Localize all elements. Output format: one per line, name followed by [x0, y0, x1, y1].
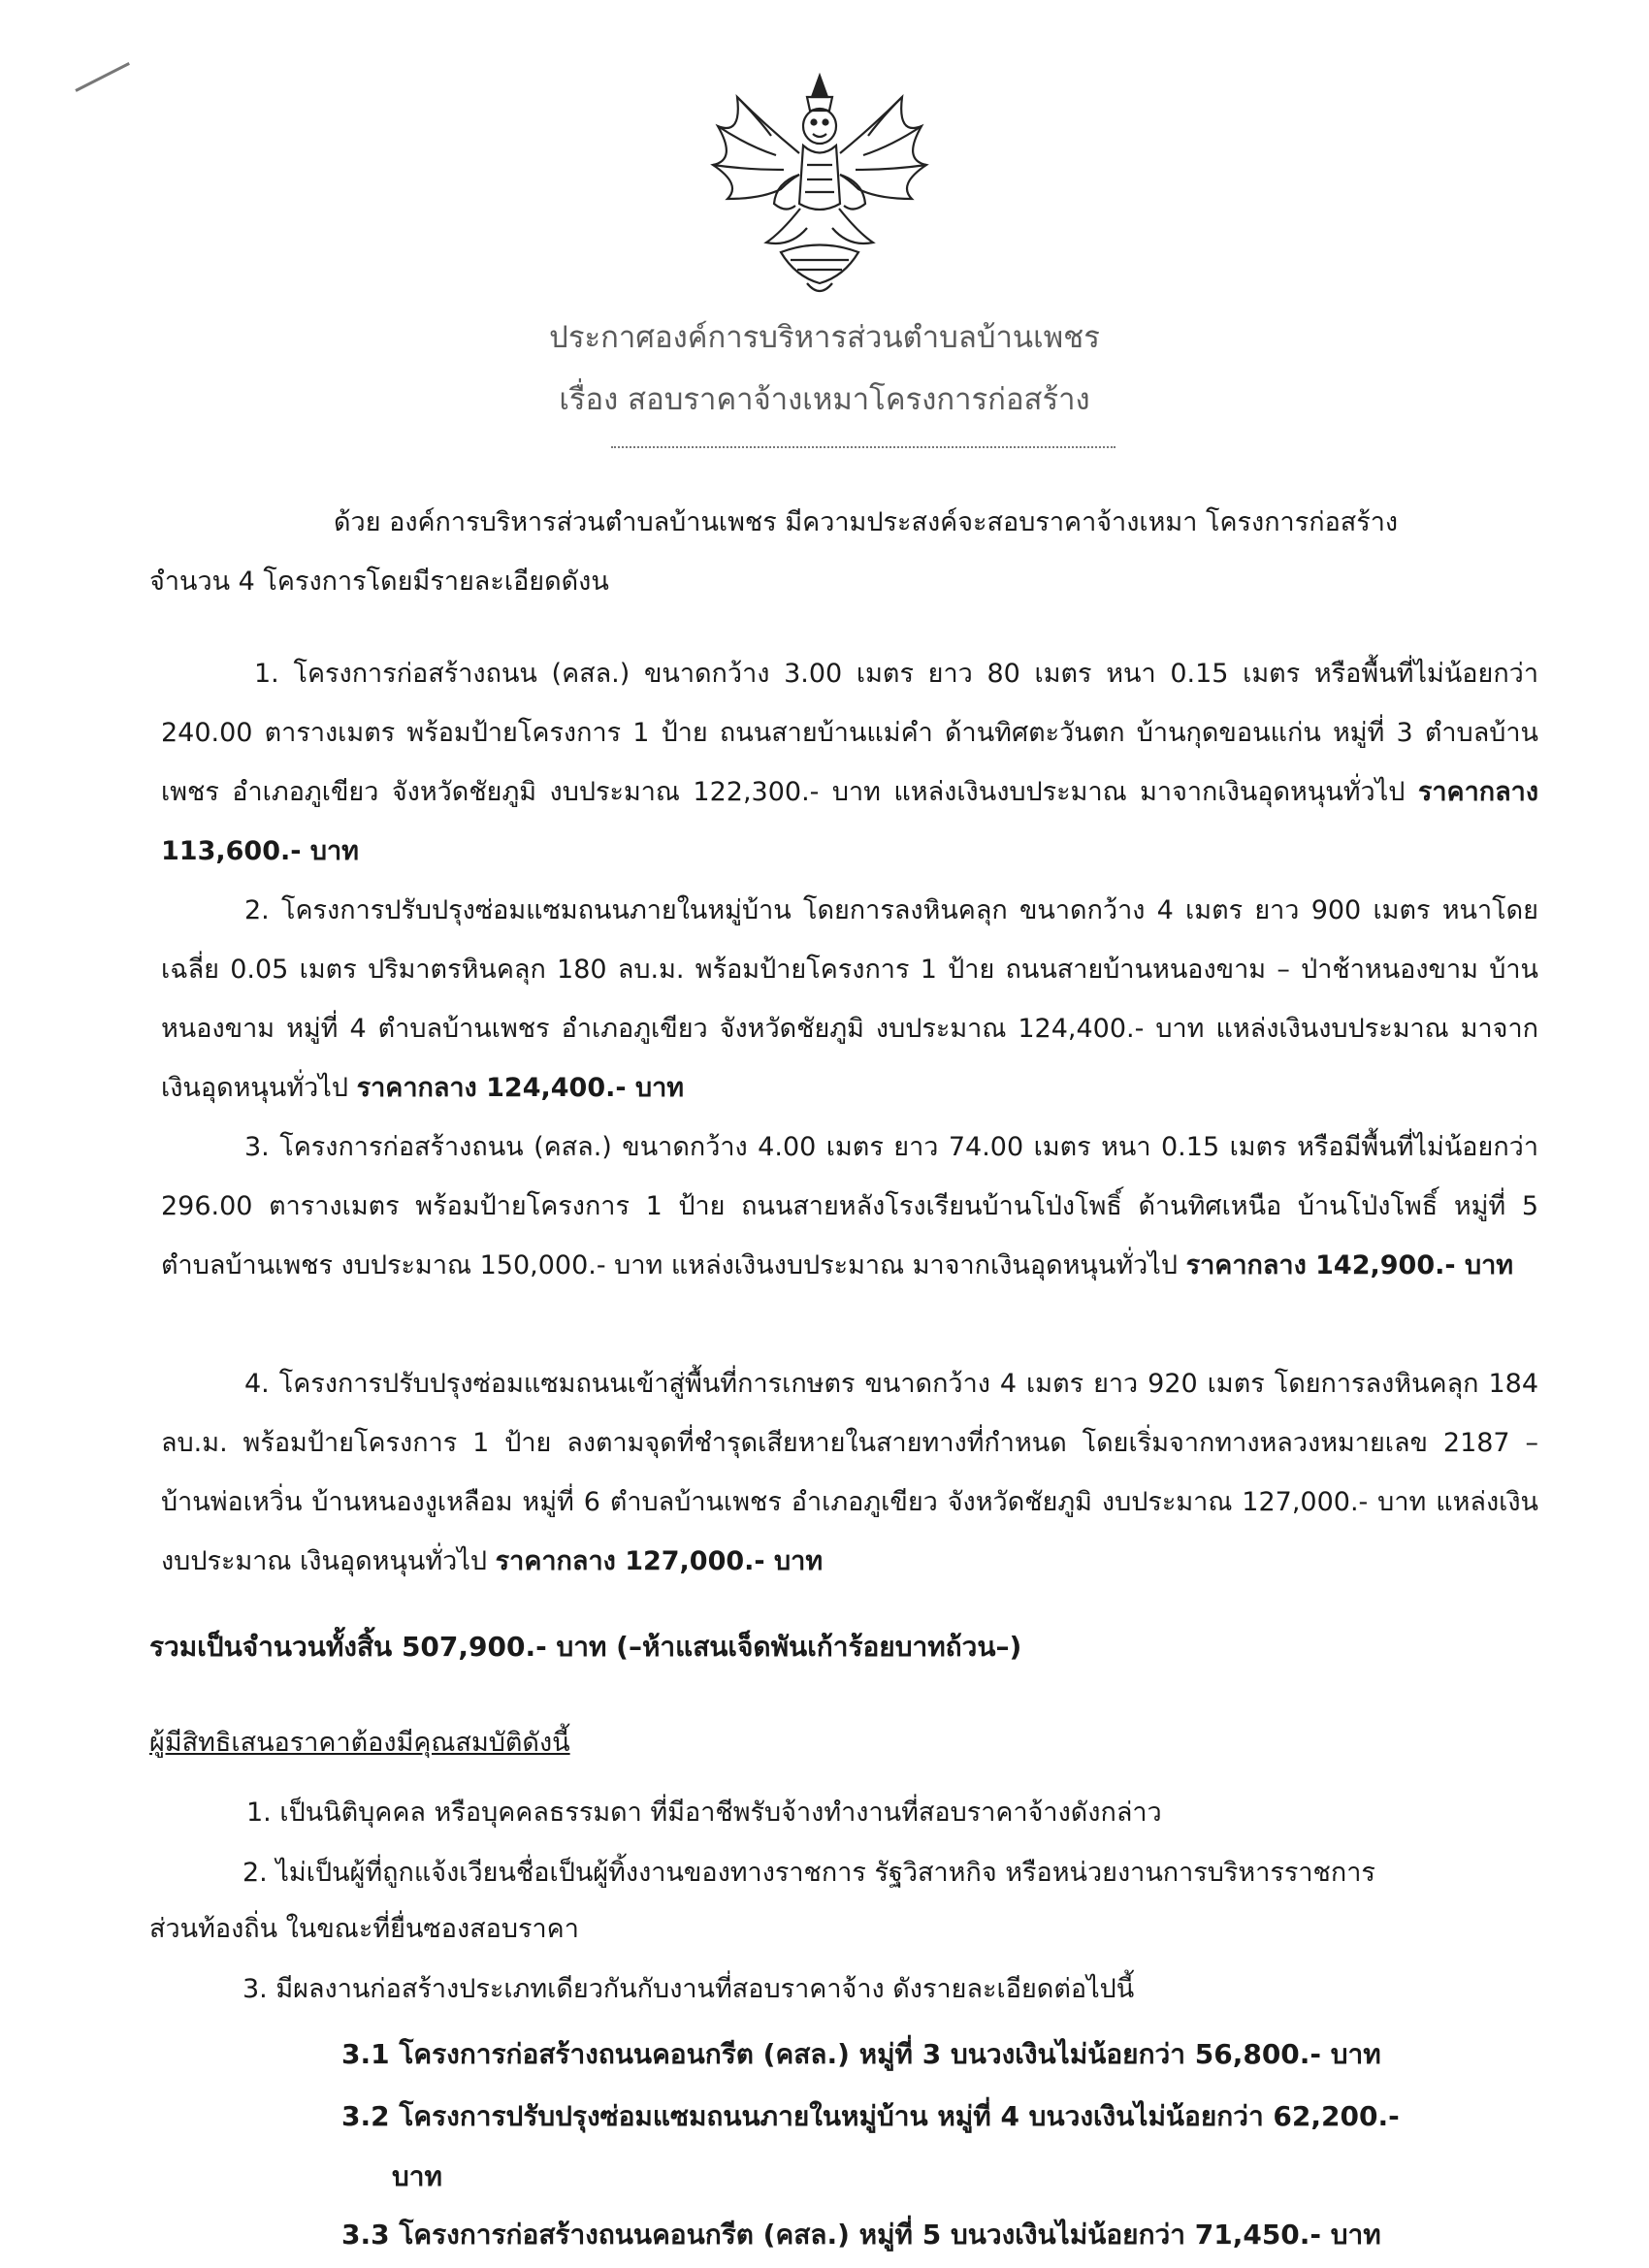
project-3-text: 3. โครงการก่อสร้างถนน (คสล.) ขนาดกว้าง 4.00 เมตร ยาว 74.00 เมตร หนา 0.15 เมตร หรือมีพื้นที่ไม่น้อยกว่า 296.00 ตารางเมตร พร้อมป้ายโครงการ 1 ป้าย ถนนสายหลังโรงเรียนบ้านโป่งโพธิ์ ด้านทิศเหนือ บ้านโป่งโพธิ์ หมู่ที่ 5 ตำบลบ้านเพชร งบประมาณ 150,000.- บาท แหล่งเงินงบประมาณ มาจากเงินอุดหนุนทั่วไป — [161, 1132, 1538, 1280]
project-2-median-price: ราคากลาง 124,400.- บาท — [356, 1073, 685, 1103]
project-3 — [161, 1118, 1538, 1295]
intro-paragraph — [149, 493, 1538, 611]
pen-mark — [75, 62, 130, 92]
project-2 — [161, 881, 1538, 1118]
project-4-median-price: ราคากลาง 127,000.- บาท — [495, 1546, 824, 1576]
announcement-title: ประกาศองค์การบริหารส่วนตำบลบ้านเพชร — [549, 320, 1100, 355]
qualification-3-2-line-1: 3.2 โครงการปรับปรุงซ่อมแซมถนนภายในหมู่บ้าน หมู่ที่ 4 บนวงเงินไม่น้อยกว่า 62,200.- — [341, 2100, 1400, 2132]
intro-line-2: จำนวน 4 โครงการโดยมีรายละเอียดดังน — [149, 567, 609, 597]
qualification-2-line-2: ส่วนท้องถิ่น ในขณะที่ยื่นซองสอบราคา — [149, 1914, 579, 1944]
announcement-subject: เรื่อง สอบราคาจ้างเหมาโครงการก่อสร้าง — [559, 382, 1090, 417]
qualification-3-2-line-2: บาท — [392, 2160, 442, 2192]
garuda-emblem-icon — [698, 68, 941, 301]
qualification-3: 3. มีผลงานก่อสร้างประเภทเดียวกันกับงานที่สอบราคาจ้าง ดังรายละเอียดต่อไปนี้ — [242, 1974, 1135, 2004]
project-1 — [161, 644, 1538, 881]
project-4-text: 4. โครงการปรับปรุงซ่อมแซมถนนเข้าสู่พื้นที่การเกษตร ขนาดกว้าง 4 เมตร ยาว 920 เมตร โดยการลงหินคลุก 184 ลบ.ม. พร้อมป้ายโครงการ 1 ป้าย ลงตามจุดที่ชำรุดเสียหายในสายทางที่กำหนด โดยเริ่มจากทางหลวงหมายเลข 2187 – บ้านพ่อเหวิ่น บ้านหนองงูเหลือม หมู่ที่ 6 ตำบลบ้านเพชร อำเภอภูเขียว จังหวัดชัยภูมิ งบประมาณ 127,000.- บาท แหล่งเงินงบประมาณ เงินอุดหนุนทั่วไป — [161, 1369, 1538, 1576]
project-2-text: 2. โครงการปรับปรุงซ่อมแซมถนนภายในหมู่บ้าน โดยการลงหินคลุก ขนาดกว้าง 4 เมตร ยาว 900 เมตร หนาโดยเฉลี่ย 0.05 เมตร ปริมาตรหินคลุก 180 ลบ.ม. พร้อมป้ายโครงการ 1 ป้าย ถนนสายบ้านหนองขาม – ป่าช้าหนองขาม บ้านหนองขาม หมู่ที่ 4 ตำบลบ้านเพชร อำเภอภูเขียว จังหวัดชัยภูมิ งบประมาณ 124,400.- บาท แหล่งเงินงบประมาณ มาจากเงินอุดหนุนทั่วไป — [161, 895, 1538, 1103]
qualification-3-1: 3.1 โครงการก่อสร้างถนนคอนกรีต (คสล.) หมู่ที่ 3 บนวงเงินไม่น้อยกว่า 56,800.- บาท — [341, 2038, 1381, 2070]
title-divider — [611, 446, 1116, 448]
qualification-3-3: 3.3 โครงการก่อสร้างถนนคอนกรีต (คสล.) หมู่ที่ 5 บนวงเงินไม่น้อยกว่า 71,450.- บาท — [341, 2219, 1381, 2251]
qualification-2-line-1: 2. ไม่เป็นผู้ที่ถูกแจ้งเวียนชื่อเป็นผู้ทิ้งงานของทางราชการ รัฐวิสาหกิจ หรือหน่วยงานการบริหารราชการ — [242, 1858, 1375, 1888]
project-3-median-price: ราคากลาง 142,900.- บาท — [1185, 1250, 1514, 1280]
grand-total: รวมเป็นจำนวนทั้งสิ้น 507,900.- บาท (–ห้าแสนเจ็ดพันเก้าร้อยบาทถ้วน–) — [149, 1631, 1022, 1663]
project-1-text: 1. โครงการก่อสร้างถนน (คสล.) ขนาดกว้าง 3.00 เมตร ยาว 80 เมตร หนา 0.15 เมตร หรือพื้นที่ไม่น้อยกว่า 240.00 ตารางเมตร พร้อมป้ายโครงการ 1 ป้าย ถนนสายบ้านแม่คำ ด้านทิศตะวันตก บ้านกุดขอนแก่น หมู่ที่ 3 ตำบลบ้านเพชร อำเภอภูเขียว จังหวัดชัยภูมิ งบประมาณ 122,300.- บาท แหล่งเงินงบประมาณ มาจากเงินอุดหนุนทั่วไป — [161, 659, 1538, 807]
project-4 — [161, 1354, 1538, 1591]
intro-line-1: ด้วย องค์การบริหารส่วนตำบลบ้านเพชร มีความประสงค์จะสอบราคาจ้างเหมา โครงการก่อสร้าง — [334, 507, 1399, 537]
qualification-1: 1. เป็นนิติบุคคล หรือบุคคลธรรมดา ที่มีอาชีพรับจ้างทำงานที่สอบราคาจ้างดังกล่าว — [246, 1798, 1162, 1828]
project-1-median-price: ราคากลาง 113,600.- บาท — [161, 777, 1538, 866]
qualifications-heading: ผู้มีสิทธิเสนอราคาต้องมีคุณสมบัติดังนี้ — [149, 1728, 570, 1758]
